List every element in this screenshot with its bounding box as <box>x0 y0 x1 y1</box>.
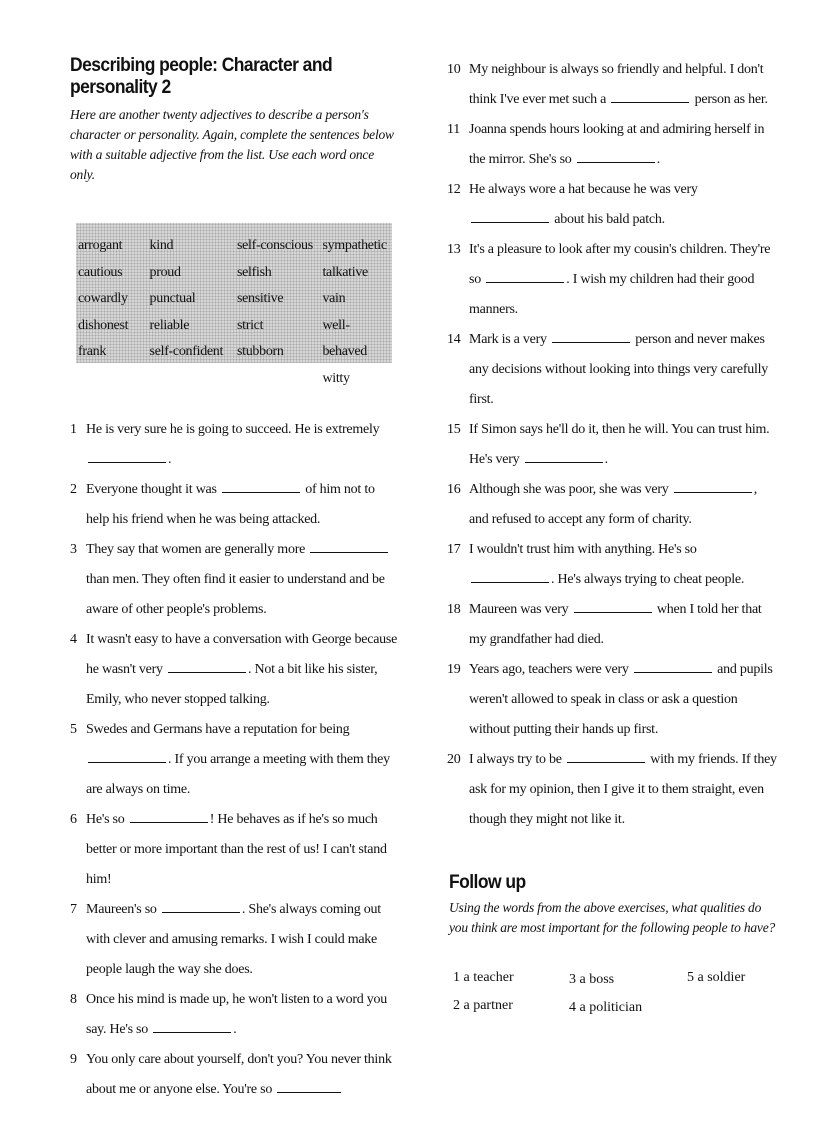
item-number: 19 <box>447 662 461 677</box>
right-column <box>447 55 777 835</box>
exercise-item <box>70 625 400 715</box>
exercise-item <box>447 475 777 535</box>
instructions: Here are another twenty adjectives to describe a person's character or personality. Again, complete the sentences below with a suitable adjective from the list. Use each word once only. <box>70 107 394 182</box>
item-text: Although she was poor, she was very <box>469 482 669 497</box>
item-text-end: when I told her that my grandfather had died. <box>469 602 762 647</box>
word-item: frank <box>78 344 107 359</box>
follow-up-question: Using the words from the above exercises, what qualities do you think are most important for the following people to have? <box>449 900 776 935</box>
word-item: self-confident <box>149 344 224 359</box>
item-text-end: . <box>656 152 661 167</box>
answer-blank[interactable] <box>222 480 300 493</box>
item-text: I wouldn't trust him with anything. He's so <box>469 542 697 557</box>
item-text-end: . She's always coming out with clever and amusing remarks. I wish I could make people laugh the way she does. <box>86 902 381 977</box>
word-item: self-conscious <box>236 238 313 253</box>
word-item: talkative <box>322 264 368 280</box>
answer-blank[interactable] <box>277 1080 341 1093</box>
item-text-end: with my friends. If they ask for my opinion, then I give it to them straight, even though they might not like it. <box>469 752 777 827</box>
word-item: strict <box>236 317 264 333</box>
answer-blank[interactable] <box>567 750 645 763</box>
word-item: sensitive <box>236 291 284 306</box>
person-item: 1 a teacher <box>453 970 514 985</box>
item-number: 4 <box>70 632 77 647</box>
item-number: 16 <box>447 482 461 497</box>
exercise-list-right <box>447 55 777 835</box>
word-item: selfish <box>236 264 272 280</box>
word-item: vain <box>322 291 346 306</box>
answer-blank[interactable] <box>674 480 752 493</box>
exercise-item <box>447 55 777 115</box>
item-text-end: about his bald patch. <box>554 212 665 227</box>
word-column-2 <box>150 233 237 363</box>
item-text-end: ! He behaves as if he's so much better or more important than the rest of us! I can't stand him! <box>86 812 387 887</box>
item-number: 17 <box>447 542 461 557</box>
item-number: 10 <box>447 62 461 77</box>
exercise-item <box>70 415 400 475</box>
answer-blank[interactable] <box>88 450 166 463</box>
answer-blank[interactable] <box>471 210 549 223</box>
item-text-end: . He's always trying to cheat people. <box>551 572 745 587</box>
word-item: dishonest <box>78 317 129 333</box>
word-column-4 <box>322 233 392 386</box>
item-text: Joanna spends hours looking at and admiring herself in the mirror. She's so <box>469 122 765 167</box>
person-item: 2 a partner <box>453 998 513 1013</box>
exercise-item <box>447 235 777 325</box>
item-text-end: person as her. <box>694 92 768 107</box>
person-item: 4 a politician <box>569 1000 643 1015</box>
answer-blank[interactable] <box>577 150 655 163</box>
item-text: Maureen was very <box>469 602 569 617</box>
item-text-end: . <box>233 1022 237 1037</box>
follow-up-people <box>449 970 779 1030</box>
answer-blank[interactable] <box>552 330 630 343</box>
item-text: My neighbour is always so friendly and helpful. I don't think I've ever met such a <box>469 62 764 107</box>
word-item: punctual <box>149 291 196 306</box>
item-number: 18 <box>447 602 461 617</box>
follow-up-section <box>449 872 779 1030</box>
answer-blank[interactable] <box>130 810 208 823</box>
item-text: It wasn't easy to have a conversation with George because he wasn't very <box>86 632 398 677</box>
item-number: 13 <box>447 242 461 257</box>
person-item: 3 a boss <box>569 972 615 987</box>
word-column-3 <box>237 233 322 363</box>
item-text: Everyone thought it was <box>86 482 217 497</box>
answer-blank[interactable] <box>574 600 652 613</box>
word-list-box <box>76 223 392 386</box>
item-number: 2 <box>70 482 77 497</box>
item-text-end: , and refused to accept any form of charity. <box>469 482 757 527</box>
exercise-item <box>447 745 777 835</box>
exercise-list-left <box>70 415 400 1105</box>
page-title: Describing people: Character and personality 2 <box>70 55 333 98</box>
exercise-item <box>70 535 400 625</box>
item-number: 6 <box>70 812 77 827</box>
item-number: 7 <box>70 902 77 917</box>
exercise-item <box>70 715 400 805</box>
exercise-item <box>447 535 777 595</box>
word-item: cowardly <box>78 291 128 306</box>
item-text: If Simon says he'll do it, then he will. You can trust him. He's very <box>469 422 770 467</box>
answer-blank[interactable] <box>153 1020 231 1033</box>
answer-blank[interactable] <box>88 750 166 763</box>
item-text: I always try to be <box>469 752 562 767</box>
item-text-end: and pupils weren't allowed to speak in class or ask a question without putting their hands up first. <box>469 662 773 737</box>
word-item: arrogant <box>78 238 123 253</box>
item-number: 20 <box>447 752 461 767</box>
answer-blank[interactable] <box>310 540 388 553</box>
item-text: He always wore a hat because he was very <box>469 182 698 197</box>
item-text-end: person and never makes any decisions without looking into things very carefully first. <box>469 332 769 407</box>
item-number: 11 <box>447 122 460 137</box>
exercise-item <box>70 475 400 535</box>
item-text-end: . I wish my children had their good manners. <box>469 272 755 317</box>
exercise-item <box>70 895 400 985</box>
item-number: 15 <box>447 422 461 437</box>
item-number: 14 <box>447 332 461 347</box>
exercise-item <box>447 175 777 235</box>
word-column-1 <box>78 233 150 363</box>
exercise-item <box>70 805 400 895</box>
exercise-item <box>70 985 400 1045</box>
follow-up-title: Follow up <box>449 872 526 893</box>
item-text: It's a pleasure to look after my cousin's children. They're so <box>469 242 771 287</box>
exercise-item <box>447 415 777 475</box>
word-item: proud <box>149 264 181 280</box>
answer-blank[interactable] <box>486 270 564 283</box>
answer-blank[interactable] <box>525 450 603 463</box>
item-text: They say that women are generally more <box>86 542 306 557</box>
item-number: 8 <box>70 992 77 1007</box>
item-number: 5 <box>70 722 77 737</box>
word-item: witty <box>322 370 350 386</box>
item-number: 1 <box>70 422 77 437</box>
item-text: You only care about yourself, don't you? You never think about me or anyone else. You're so <box>86 1052 392 1097</box>
exercise-item <box>447 655 777 745</box>
item-number: 3 <box>70 542 77 557</box>
answer-blank[interactable] <box>168 660 246 673</box>
item-text: He is very sure he is going to succeed. He is extremely <box>86 422 380 437</box>
person-item: 5 a soldier <box>687 970 746 985</box>
exercise-item <box>447 595 777 655</box>
answer-blank[interactable] <box>611 90 689 103</box>
exercise-item <box>447 115 777 175</box>
exercise-item <box>447 325 777 415</box>
item-text-end: of him not to help his friend when he was being attacked. <box>86 482 375 527</box>
item-text-end: . If you arrange a meeting with them they are always on time. <box>86 752 390 797</box>
item-text: Mark is a very <box>469 332 547 347</box>
left-column <box>70 55 400 1105</box>
item-number: 9 <box>70 1052 77 1067</box>
word-item: reliable <box>149 317 190 333</box>
item-text: Years ago, teachers were very <box>469 662 629 677</box>
answer-blank[interactable] <box>162 900 240 913</box>
item-text: Swedes and Germans have a reputation for being <box>86 722 350 737</box>
item-text-end: than men. They often find it easier to understand and be aware of other people's problems. <box>86 572 385 617</box>
exercise-item <box>70 1045 400 1105</box>
item-text: He's so <box>86 812 125 827</box>
word-item: well-behaved <box>322 317 367 359</box>
item-text-end: . <box>168 452 172 467</box>
word-item: cautious <box>78 264 123 280</box>
item-number: 12 <box>447 182 461 197</box>
item-text: Maureen's so <box>86 902 157 917</box>
answer-blank[interactable] <box>471 570 549 583</box>
word-item: stubborn <box>236 344 284 359</box>
answer-blank[interactable] <box>634 660 712 673</box>
word-item: sympathetic <box>322 238 387 253</box>
item-text: Once his mind is made up, he won't listen to a word you say. He's so <box>86 992 388 1037</box>
word-item: kind <box>149 238 174 253</box>
item-text-end: . <box>604 452 608 467</box>
item-text-end: . Not a bit like his sister, Emily, who never stopped talking. <box>86 662 378 707</box>
